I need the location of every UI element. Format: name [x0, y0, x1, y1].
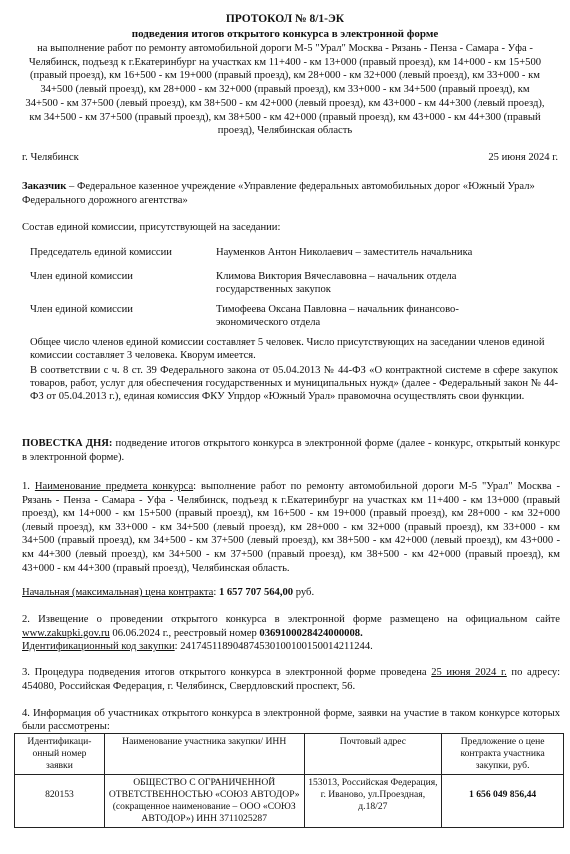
- table-header-cell: Почтовый адрес: [304, 734, 442, 775]
- item-2-text: Извещение о проведении открытого конкурса в электронной форме размещено на официальном сайте: [38, 614, 560, 625]
- item-3-text: Процедура подведения итогов открытого конкурса в электронной форме проведена: [34, 667, 432, 678]
- procurement-code-value: : 241745118904874530100100150014211244.: [174, 641, 373, 652]
- official-site-link[interactable]: www.zakupki.gov.ru: [22, 627, 110, 639]
- item-number: 2.: [22, 614, 39, 625]
- item-3-paragraph: [22, 666, 560, 694]
- protocol-subject: на выполнение работ по ремонту автомобильной дороги М-5 "Урал" Москва - Рязань - Пенза - Самара - Уфа - Челябинск, подъезд к г.Екатеринбург на участках км 11+400 - км 13+000 (правый проезд), км 14+000 - км 15+500 (правый проезд), км 16+500 - км 19+000 (правый проезд), км 28+000 - км 32+000 (левый проезд), км 33+000 - км 34+500 (левый проезд), км 28+000 - км 32+000 (правый проезд), км 33+000 - км 34+500 (правый проезд), км 34+500 - км 37+500 (левый проезд), км 38+500 - км 42+000 (левый проезд), км 43+000 - км 44+300 (левый проезд), км 34+500 - км 37+500 (правый проезд), км 38+500 - км 42+000 (правый проезд), км 43+000 - км 44+300 (правый проезд), Челябинская область: [25, 43, 545, 137]
- agenda-text: подведение итогов открытого конкурса в электронной форме (далее - конкурс, открытый конкурс в электронной форме).: [22, 438, 560, 463]
- item-2-paragraph: [22, 613, 560, 654]
- member-role: Член единой комиссии: [30, 271, 133, 282]
- customer-paragraph: [22, 180, 558, 208]
- table-header-row: [15, 734, 564, 775]
- protocol-date: 25 июня 2024 г.: [488, 152, 558, 163]
- item-1-text: : выполнение работ по ремонту автомобильной дороги М-5 "Урал" Москва - Рязань - Пенза - Самара - Уфа - Челябинск, подъезд к г.Екатеринбург на участках км 11+400 - км 13+000 (правый проезд), км 14+000 - км 15+500 (правый проезд), км 16+500 - км 19+000 (правый проезд), км 28+000 - км 32+000 (левый проезд), км 33+000 - км 34+500 (левый проезд), км 28+000 - км 32+000 (правый проезд), км 33+000 - км 34+500 (правый проезд), км 34+500 - км 37+500 (левый проезд), км 38+500 - км 42+000 (левый проезд), км 43+000 - км 44+300 (левый проезд), км 34+500 - км 37+500 (правый проезд), км 38+500 - км 42+000 (правый проезд), км 43+000 - км 44+300 (правый проезд), Челябинская область.: [22, 481, 561, 574]
- item-number: 4.: [22, 708, 34, 719]
- protocol-subtitle: подведения итогов открытого конкурса в электронной форме: [131, 28, 439, 40]
- member-role: Член единой комиссии: [30, 304, 133, 315]
- legal-basis-paragraph: В соответствии с ч. 8 ст. 39 Федерального закона от 05.04.2013 № 44-ФЗ «О контрактной системе в сфере закупок товаров, работ, услуг для обеспечения государственных и муниципальных нужд» (далее - Федеральный закон № 44-ФЗ от 05.04.2013 г.), единая комиссия ФКУ Упрдор «Южный Урал» правомочна осуществлять свои функции.: [30, 365, 558, 402]
- customer-text: – Федеральное казенное учреждение «Управление федеральных автомобильных дорог «Южный Урал» Федерального дорожного агентства»: [22, 181, 535, 206]
- table-header-cell: Наименование участника закупки/ ИНН: [104, 734, 304, 775]
- commission-heading: Состав единой комиссии, присутствующей на заседании:: [22, 222, 281, 233]
- bids-table: [14, 733, 564, 828]
- item-number: 1.: [22, 481, 35, 492]
- protocol-title: ПРОТОКОЛ № 8/1-ЭК: [225, 13, 345, 25]
- item-3-text-2: по адресу: 454080, Российская Федерация, г. Челябинск, Свердловский проспект, 56.: [22, 667, 561, 692]
- item-number: 3.: [22, 667, 35, 678]
- initial-price-line: [22, 587, 314, 598]
- bid-id-cell: 820153: [15, 775, 105, 828]
- item-1-label: Наименование предмета конкурса: [34, 481, 194, 492]
- member-name: Тимофеева Оксана Павловна – начальник финансово-экономического отдела: [216, 304, 459, 328]
- initial-price-label: Начальная (максимальная) цена контракта: [22, 587, 214, 598]
- registry-number: 0369100028424000008.: [259, 627, 363, 639]
- item-4-text: Информация об участниках открытого конкурса в электронной форме, заявки на участие в таком конкурсе которых были рассмотрены:: [22, 708, 561, 732]
- item-2-text-2: 06.06.2024 г., реестровый номер: [109, 627, 260, 639]
- agenda-paragraph: [22, 437, 560, 465]
- table-header-cell: Идентификаци-онный номер заявки: [15, 734, 105, 775]
- table-row: [15, 775, 564, 828]
- procurement-code-label: Идентификационный код закупки: [22, 641, 175, 652]
- initial-price-separator: :: [213, 587, 219, 598]
- item-1-paragraph: [22, 480, 560, 575]
- item-4-paragraph: [22, 707, 560, 733]
- table-header-cell: Предложение о цене контракта участника закупки, руб.: [442, 734, 564, 775]
- member-role: Председатель единой комиссии: [30, 247, 172, 258]
- participant-name-cell: ОБЩЕСТВО С ОГРАНИЧЕННОЙ ОТВЕТСТВЕННОСТЬЮ «СОЮЗ АВТОДОР» (сокращенное наименование – ООО «СОЮЗ АВТОДОР») ИНН 3711025287: [104, 775, 304, 828]
- agenda-label: ПОВЕСТКА ДНЯ:: [22, 438, 113, 449]
- initial-price-value: 1 657 707 564,00: [218, 587, 294, 598]
- customer-label: Заказчик: [22, 181, 67, 192]
- city: г. Челябинск: [22, 152, 79, 163]
- quorum-paragraph: Общее число членов единой комиссии составляет 5 человек. Число присутствующих на заседании членов единой комиссии составляет 3 человека. Кворум имеется.: [30, 337, 545, 361]
- price-offer-cell: 1 656 049 856,44: [442, 775, 564, 828]
- member-name: Науменков Антон Николаевич – заместитель начальника: [216, 247, 473, 258]
- initial-price-unit: руб.: [293, 587, 315, 598]
- member-name: Климова Виктория Вячеславовна – начальник отдела государственных закупок: [216, 271, 457, 295]
- participant-address-cell: 153013, Российская Федерация, г. Иваново, ул.Проездная, д.18/27: [304, 775, 442, 828]
- procedure-date: 25 июня 2024 г.: [431, 667, 507, 678]
